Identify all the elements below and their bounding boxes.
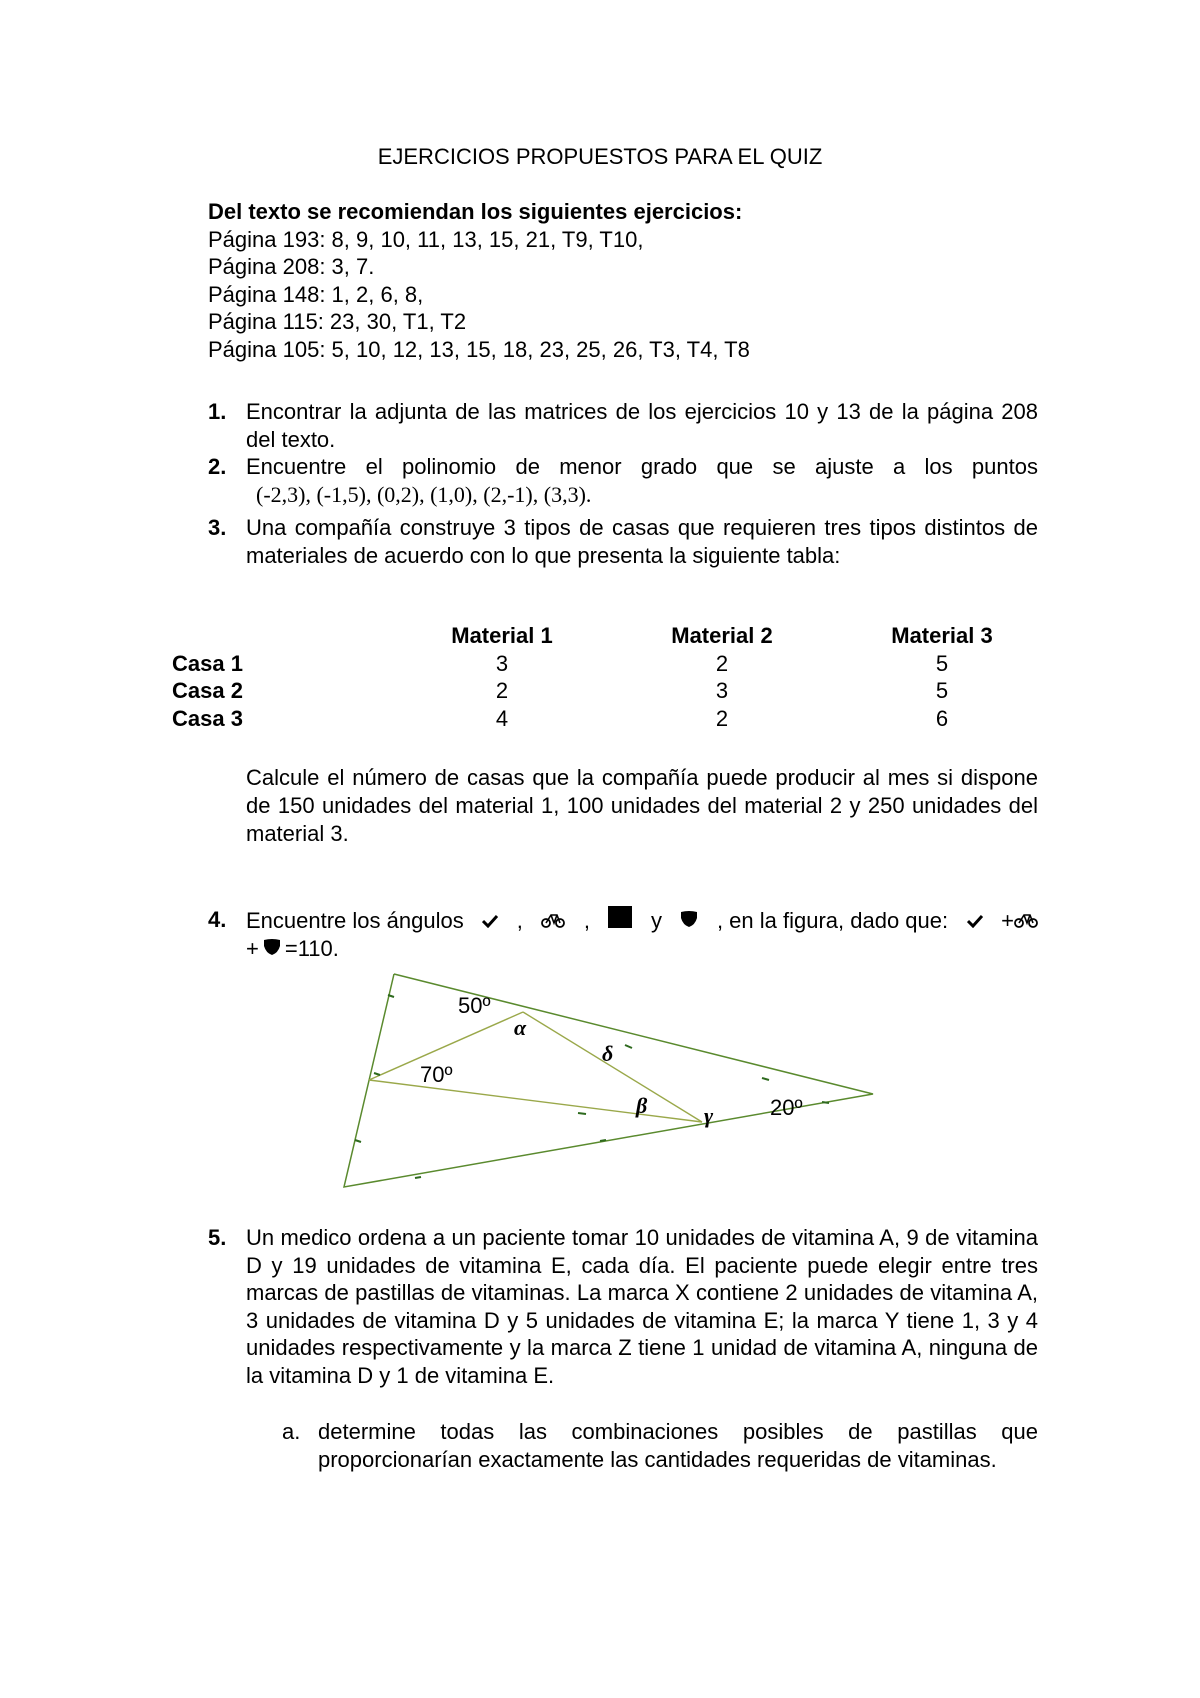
- column-header: Material 3: [891, 623, 993, 648]
- points-list: (-2,3), (-1,5), (0,2), (1,0), (2,-1), (3,3).: [256, 481, 592, 507]
- tick-mark: [374, 1073, 380, 1075]
- angle-label-20: 20º: [770, 1095, 803, 1120]
- column-header: Material 2: [671, 623, 773, 648]
- plus-bicycle-group: [1001, 907, 1038, 935]
- table-cell: 5: [935, 650, 949, 676]
- question-5: [208, 1224, 1038, 1389]
- shield-symbol-icon: [263, 935, 281, 963]
- check-symbol-icon: [482, 907, 498, 935]
- table-row: [172, 677, 1052, 705]
- table-cell: 3: [715, 678, 729, 703]
- angle-beta-label: β: [636, 1093, 648, 1118]
- text-fragment: Encuentre los ángulos: [246, 907, 464, 933]
- table-cell: 2: [495, 678, 509, 703]
- table-row: [172, 705, 1052, 733]
- row-header: Casa 2: [172, 678, 243, 703]
- intro-line: Página 208: 3, 7.: [208, 254, 375, 279]
- intro-line: Página 148: 1, 2, 6, 8,: [208, 281, 424, 307]
- angle-gamma-label: γ: [704, 1103, 714, 1128]
- bicycle-symbol-icon: [541, 907, 565, 935]
- table-row: [172, 650, 1052, 678]
- angle-label-50: 50º: [458, 993, 491, 1018]
- tick-mark: [762, 1078, 769, 1080]
- shield-symbol-icon: [680, 907, 698, 935]
- question-text-line: [246, 906, 1038, 935]
- question-number: 4.: [208, 907, 227, 932]
- column-header: Material 1: [451, 623, 553, 648]
- tick-mark: [578, 1113, 586, 1114]
- table-corner: [172, 622, 392, 650]
- question-number: 5.: [208, 1225, 227, 1250]
- intro-line: Página 105: 5, 10, 12, 13, 15, 18, 23, 25, 26, T3, T4, T8: [208, 336, 750, 362]
- tick-mark: [355, 1140, 361, 1142]
- part-text: determine todas las combinaciones posibles de pastillas que proporcionarían exactamente las cantidades requeridas de vitaminas.: [318, 1419, 1038, 1472]
- tick-mark: [600, 1140, 606, 1141]
- bicycle-symbol-icon: [1014, 907, 1038, 935]
- intro-line: Página 115: 23, 30, T1, T2: [208, 309, 467, 334]
- row-header: Casa 3: [172, 705, 243, 731]
- question-1: [208, 398, 1038, 453]
- line-left-to-gamma: [369, 1080, 702, 1122]
- table-header-row: [172, 622, 1052, 650]
- question-text: Un medico ordena a un paciente tomar 10 unidades de vitamina A, 9 de vitamina D y 19 unidades de vitamina E, cada día. El paciente puede elegir entre tres marcas de pastillas de vitaminas. La marca X contiene 2 unidades de vitamina A, 3 unidades de vitamina D y 5 unidades de vitamina E; la marca Y tiene 1, 3 y 4 unidades respectivamente y la marca Z tiene 1 unidad de vitamina A, ninguna de la vitamina D y 1 de vitamina E.: [246, 1225, 1038, 1388]
- tick-mark: [415, 1177, 421, 1178]
- inner-lines: [369, 1012, 702, 1122]
- table-cell: 2: [715, 650, 729, 676]
- question-number: 2.: [208, 454, 227, 479]
- question-3-calculation: Calcule el número de casas que la compañía puede producir al mes si dispone de 150 unidades del material 1, 100 unidades del material 2 y 250 unidades del material 3.: [246, 765, 1038, 846]
- page-title: EJERCICIOS PROPUESTOS PARA EL QUIZ: [377, 144, 823, 169]
- materials-table: [172, 622, 1052, 732]
- text-fragment: =110.: [284, 935, 339, 961]
- text-fragment: +: [1001, 907, 1014, 933]
- intro-heading: Del texto se recomiendan los siguientes ejercicios:: [208, 199, 743, 224]
- angle-alpha-label: α: [514, 1015, 527, 1040]
- question-2: [208, 453, 1038, 508]
- triangle-diagram: [330, 965, 890, 1195]
- question-text: Encontrar la adjunta de las matrices de los ejercicios 10 y 13 de la página 208 del texto.: [246, 399, 1038, 452]
- table-cell: 2: [715, 705, 729, 731]
- part-label: a.: [282, 1419, 301, 1444]
- table-cell: 4: [495, 705, 509, 731]
- angle-label-70: 70º: [420, 1062, 453, 1087]
- text-fragment: +: [246, 935, 259, 961]
- question-3: [208, 514, 1038, 569]
- triangle-figure: [330, 965, 890, 1201]
- question-text-line: [246, 935, 1038, 963]
- question-4: [208, 906, 1038, 962]
- recommended-exercises: [208, 198, 1038, 363]
- question-number: 3.: [208, 515, 227, 540]
- intro-line: Página 193: 8, 9, 10, 11, 13, 15, 21, T9, T10,: [208, 226, 644, 252]
- question-5-part-a: [282, 1418, 1038, 1473]
- text-fragment: ,: [516, 907, 523, 933]
- table-cell: 3: [495, 650, 509, 676]
- question-text: Una compañía construye 3 tipos de casas que requieren tres tipos distintos de materiales de acuerdo con lo que presenta la siguiente tabla:: [246, 515, 1038, 568]
- row-header: Casa 1: [172, 650, 243, 676]
- text-fragment: y: [650, 907, 662, 933]
- table-cell: 5: [935, 678, 949, 703]
- text-fragment: , en la figura, dado que:: [716, 907, 949, 933]
- black-square-symbol-icon: [608, 906, 632, 935]
- question-text: Encuentre el polinomio de menor grado que se ajuste a los puntos: [246, 454, 1038, 479]
- tick-mark: [822, 1102, 829, 1103]
- tick-mark: [625, 1045, 632, 1048]
- check-symbol-icon: [967, 907, 983, 935]
- question-number: 1.: [208, 399, 227, 424]
- table-cell: 6: [935, 705, 949, 731]
- text-fragment: ,: [583, 907, 590, 933]
- angle-delta-label: δ: [602, 1041, 614, 1066]
